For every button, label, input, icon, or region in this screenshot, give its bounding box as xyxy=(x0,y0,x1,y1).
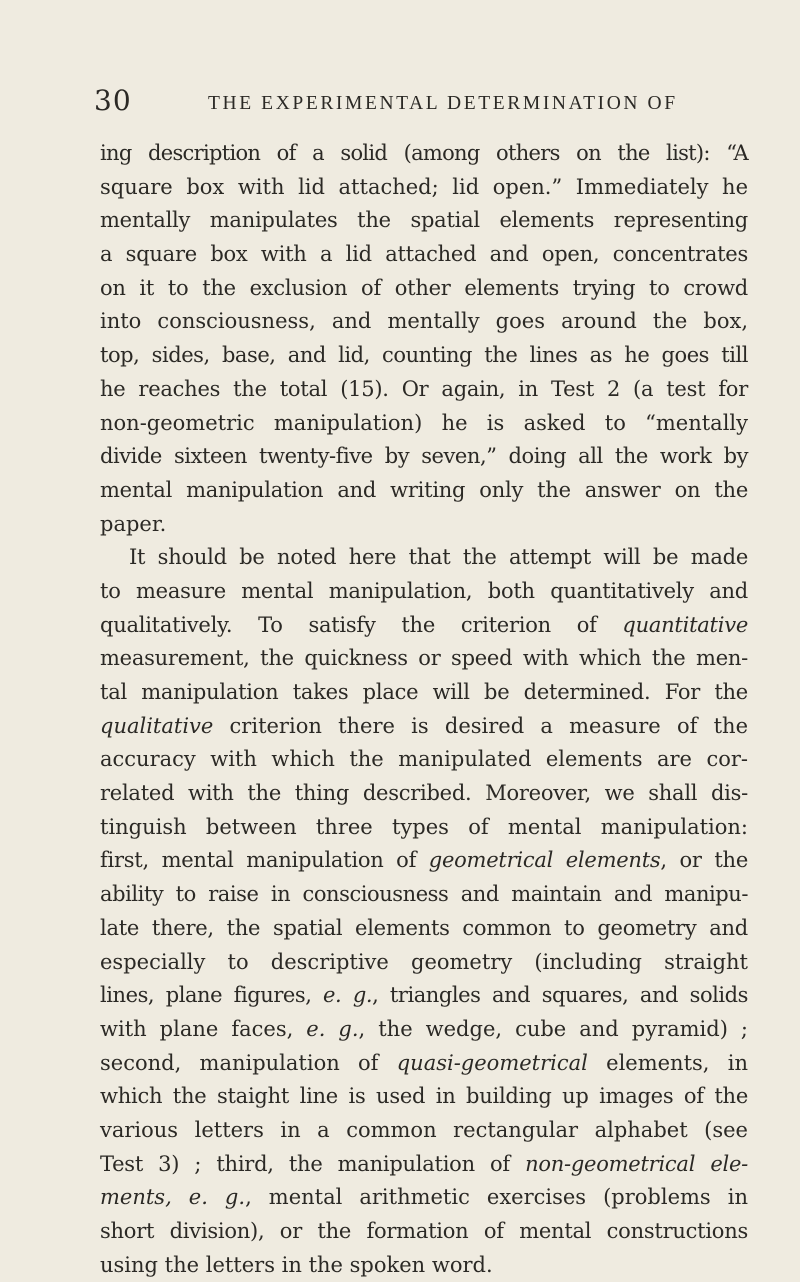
text-line: to measure mental manipulation, both quantitatively and xyxy=(100,578,748,603)
text-line: paper. xyxy=(100,511,167,536)
text-line: especially to descriptive geometry (including straight xyxy=(100,949,748,974)
text-line: top, sides, base, and lid, counting the lines as he goes till xyxy=(100,343,748,368)
text-line: he reaches the total (15). Or again, in Test 2 (a test for xyxy=(100,376,748,401)
text-line: lines, plane figures, e. g., triangles and squares, and solids xyxy=(100,983,748,1008)
text-line: mentally manipulates the spatial elements representing xyxy=(100,208,748,233)
text-line: short division), or the formation of mental constructions xyxy=(100,1219,748,1243)
text-line: ing description of a solid (among others on the list): “A xyxy=(100,141,748,165)
text-line: late there, the spatial elements common to geometry and xyxy=(100,915,748,940)
text-line: mental manipulation and writing only the answer on the xyxy=(100,477,748,502)
text-line: ments, e. g., mental arithmetic exercises (problems in xyxy=(100,1185,748,1210)
text-line: into consciousness, and mentally goes around the box, xyxy=(100,309,748,334)
text-line: various letters in a common rectangular alphabet (see xyxy=(100,1117,748,1142)
text-line: qualitative criterion there is desired a measure of the xyxy=(100,713,748,738)
text-line: tal manipulation takes place will be determined. For the xyxy=(100,680,748,704)
text-line: ability to raise in consciousness and maintain and manipu- xyxy=(100,882,748,907)
text-line: tinguish between three types of mental manipulation: xyxy=(100,814,748,839)
running-title: THE EXPERIMENTAL DETERMINATION OF xyxy=(208,93,678,114)
text-line: divide sixteen twenty-five by seven,” doing all the work by xyxy=(100,444,748,469)
running-head xyxy=(0,83,800,123)
text-line: first, mental manipulation of geometrical elements, or the xyxy=(100,848,749,873)
text-line: second, manipulation of quasi-geometrical elements, in xyxy=(100,1050,748,1075)
text-line: It should be noted here that the attempt will be made xyxy=(129,545,748,570)
page-number: 30 xyxy=(94,84,132,117)
text-line: with plane faces, e. g., the wedge, cube and pyramid) ; xyxy=(100,1016,748,1041)
text-line: related with the thing described. Moreover, we shall dis- xyxy=(100,781,748,806)
text-line: measurement, the quickness or speed with which the men- xyxy=(100,646,748,671)
text-line: qualitatively. To satisfy the criterion of quantitative xyxy=(100,612,748,637)
text-line: square box with lid attached; lid open.” Immediately he xyxy=(100,174,748,199)
text-line: which the staight line is used in building up images of the xyxy=(100,1084,748,1109)
text-line: a square box with a lid attached and open, concentrates xyxy=(100,242,748,267)
body-text xyxy=(100,137,748,1282)
text-line: non-geometric manipulation) he is asked to “mentally xyxy=(100,410,748,435)
text-line: Test 3) ; third, the manipulation of non-geometrical ele- xyxy=(100,1151,748,1176)
text-line: using the letters in the spoken word. xyxy=(100,1252,493,1277)
text-line: on it to the exclusion of other elements trying to crowd xyxy=(100,275,748,300)
text-line: accuracy with which the manipulated elements are cor- xyxy=(100,747,748,772)
